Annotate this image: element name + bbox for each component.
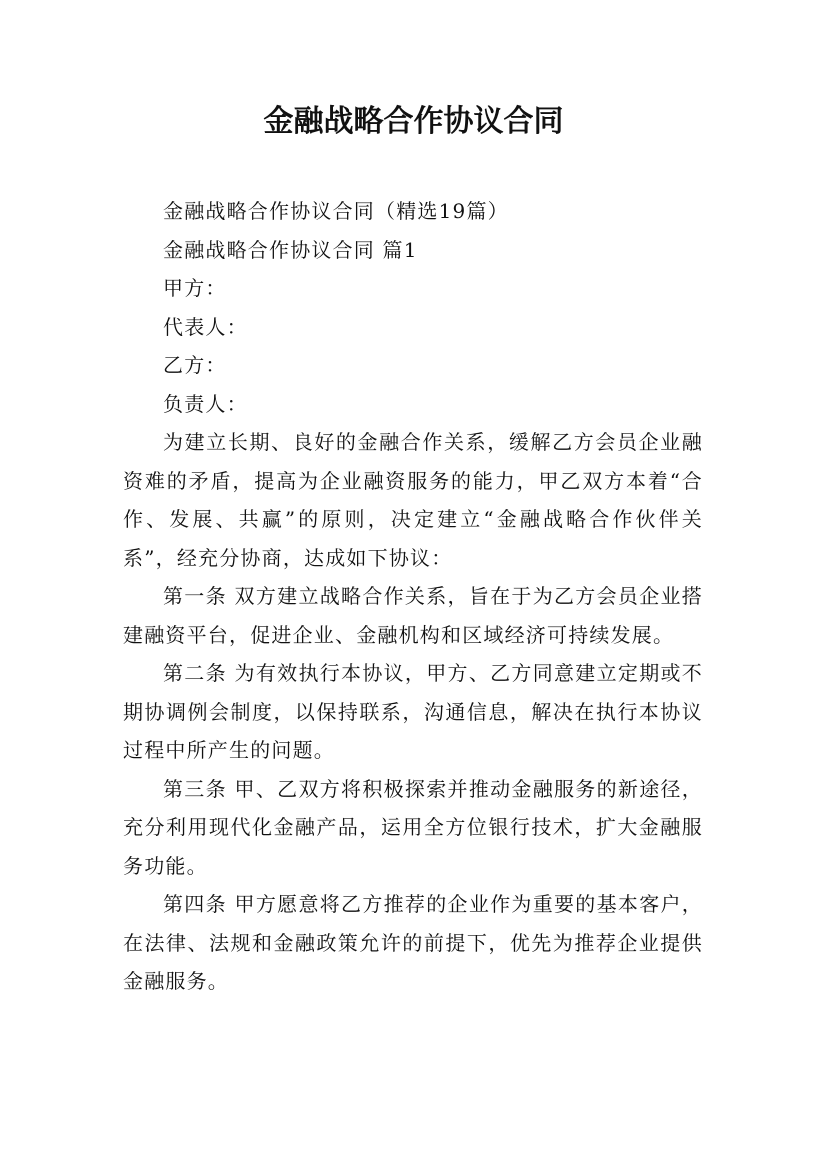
party-b-label: 乙方： <box>163 353 227 377</box>
article-4: 第四条 甲方愿意将乙方推荐的企业作为重要的基本客户，在法律、法规和金融政策允许的前提下，优先为推荐企业提供金融服务。 <box>123 892 703 993</box>
article-3: 第三条 甲、乙双方将积极探索并推动金融服务的新途径，充分利用现代化金融产品，运用全方位银行技术，扩大金融服务功能。 <box>123 776 703 878</box>
article-1: 第一条 双方建立战略合作关系，旨在于为乙方会员企业搭建融资平台，促进企业、金融机构和区域经济可持续发展。 <box>123 584 703 647</box>
representative-label: 代表人： <box>163 314 248 339</box>
article-2: 第二条 为有效执行本协议，甲方、乙方同意建立定期或不期协调例会制度，以保持联系，沟通信息，解决在执行本协议过程中所产生的问题。 <box>123 661 703 762</box>
person-in-charge-label: 负责人： <box>163 391 248 416</box>
document-title: 金融战略合作协议合同 <box>263 104 564 139</box>
paragraph-subtitle: 金融战略合作协议合同（精选19篇） <box>163 199 509 223</box>
paragraph-section-heading: 金融战略合作协议合同 篇1 <box>163 237 418 262</box>
party-a-label: 甲方： <box>163 276 227 300</box>
paragraph-preamble: 为建立长期、良好的金融合作关系，缓解乙方会员企业融资难的矛盾，提高为企业融资服务的能力，甲乙双方本着“合作、发展、共赢”的原则，决定建立“金融战略合作伙伴关系”，经充分协商，达成如下协议： <box>123 430 703 570</box>
document-body <box>123 192 703 1001</box>
